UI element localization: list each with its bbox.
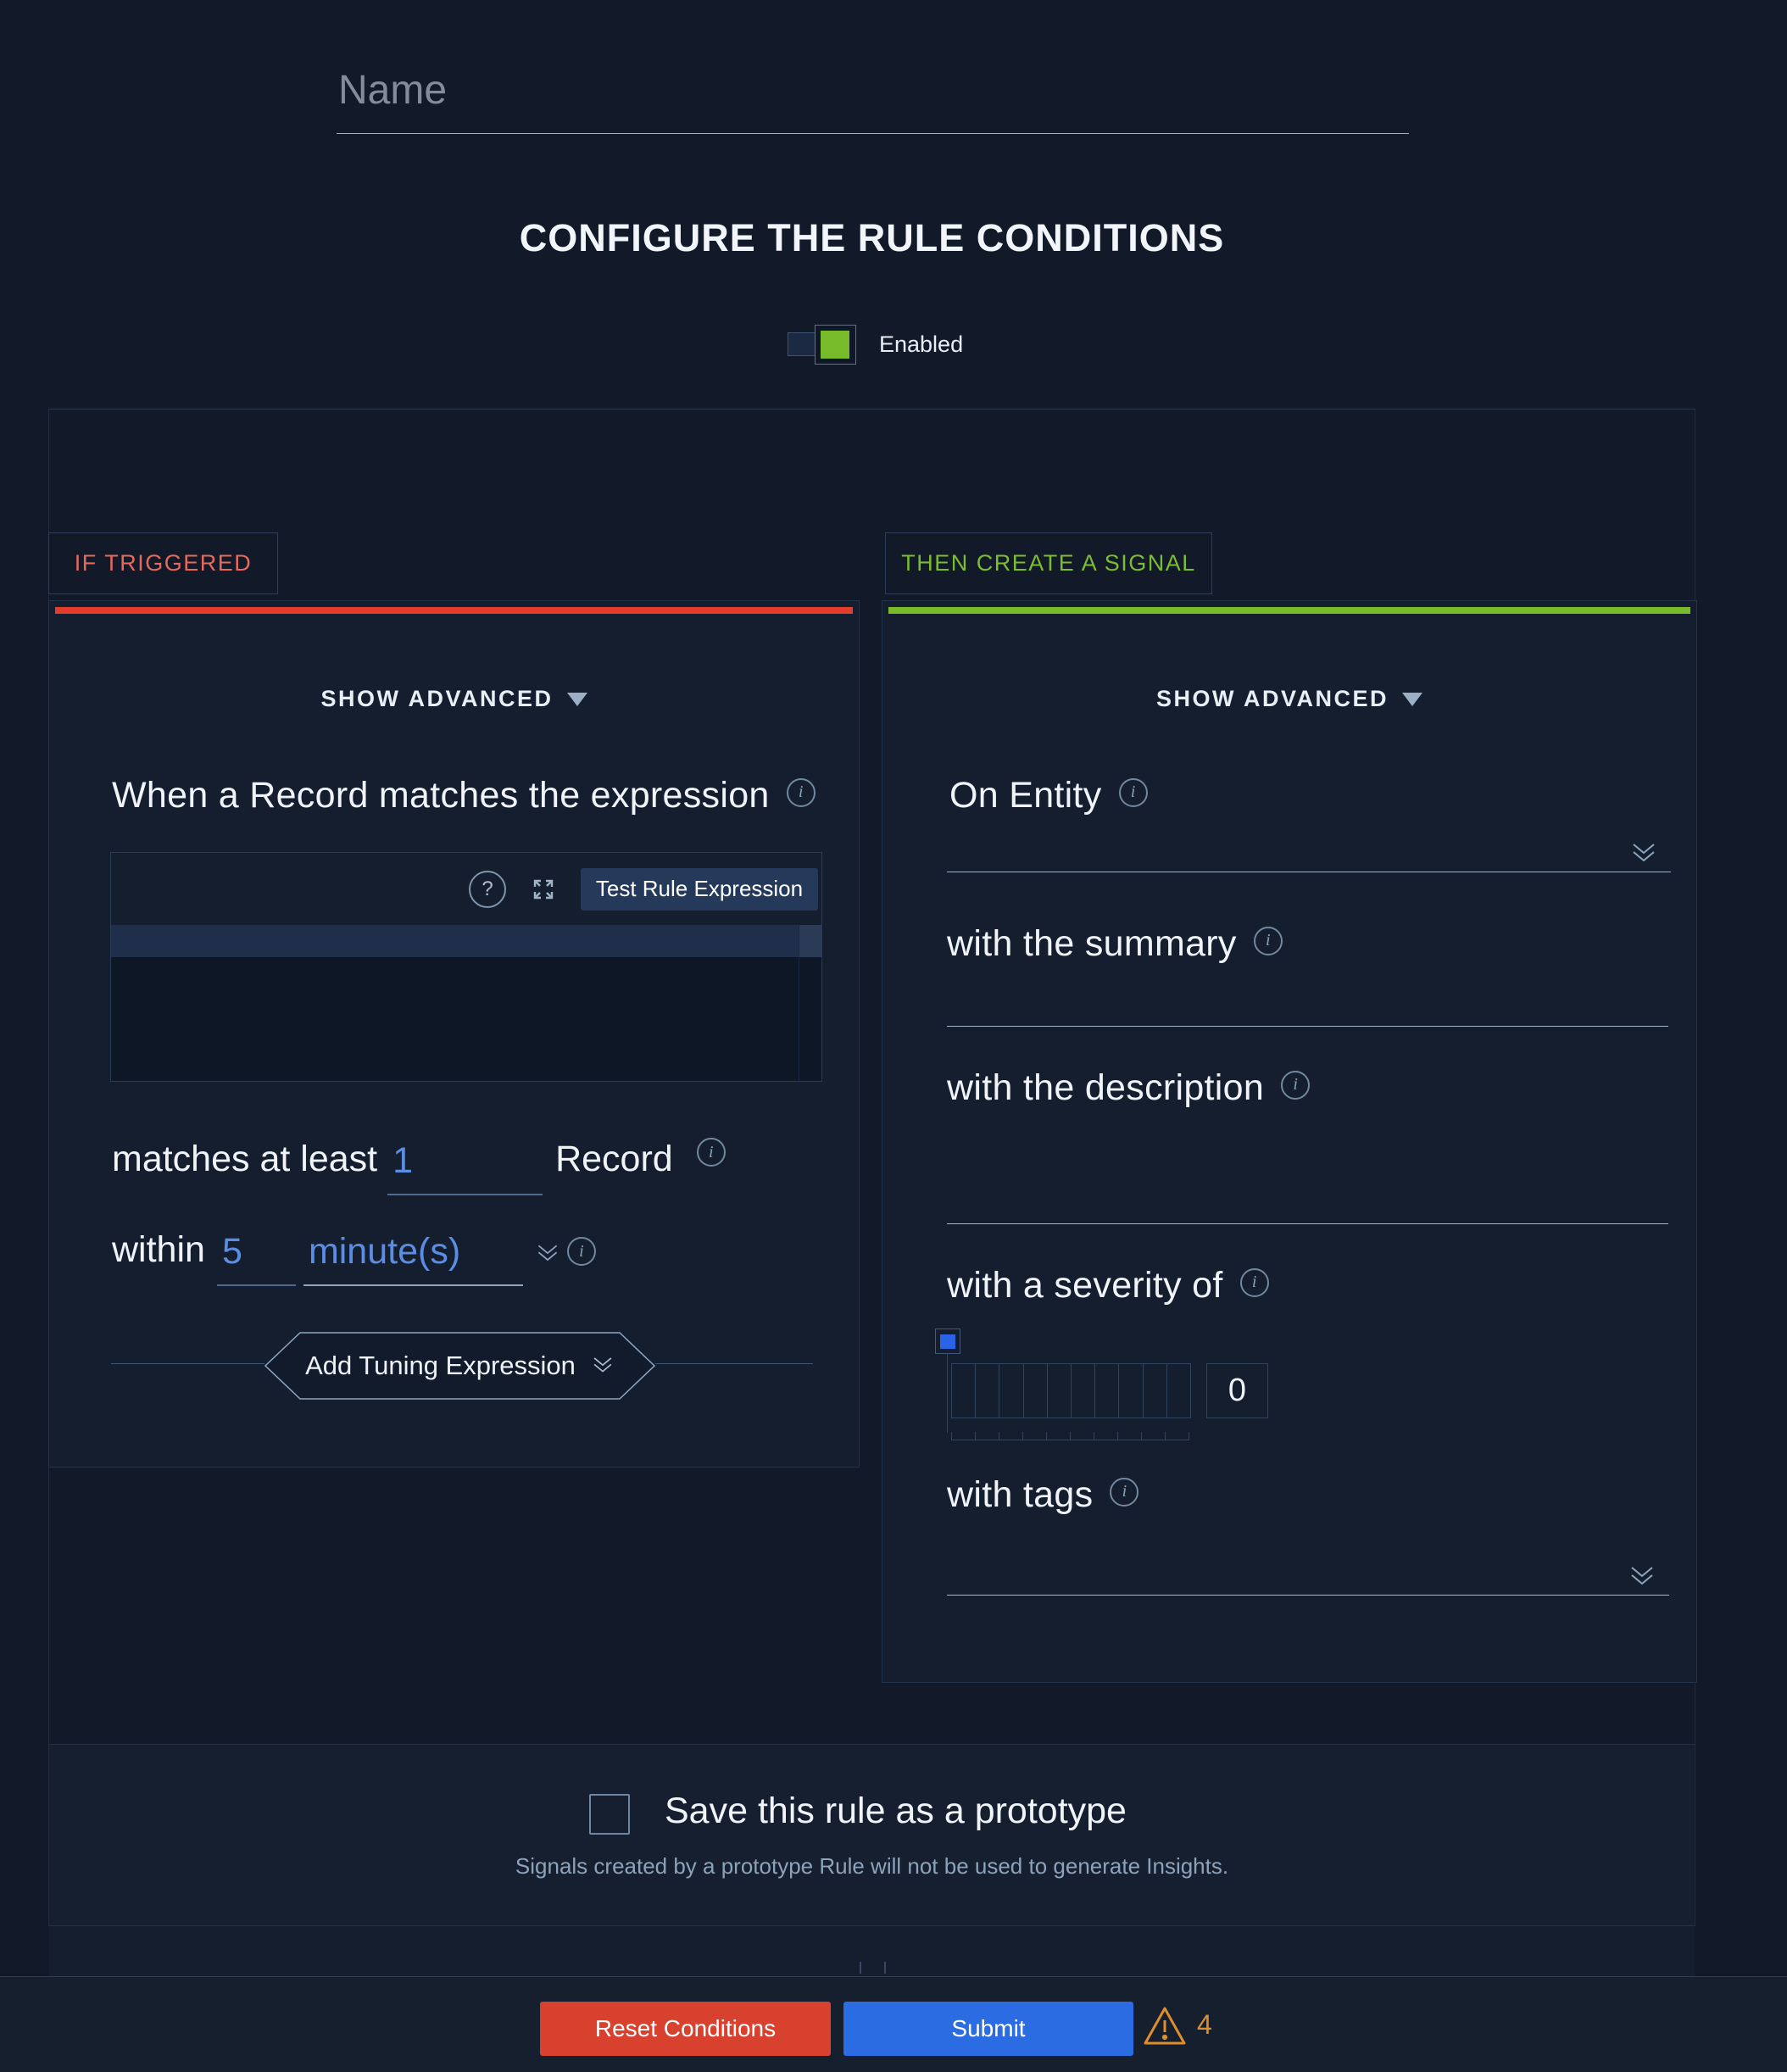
severity-slider-thumb bbox=[940, 1334, 955, 1349]
severity-ruler-tick bbox=[1022, 1432, 1046, 1440]
severity-value: 0 bbox=[1228, 1373, 1247, 1408]
add-tuning-expression-button[interactable] bbox=[264, 1332, 655, 1400]
severity-ruler-tick bbox=[1070, 1432, 1094, 1440]
chevron-down-icon bbox=[1402, 693, 1422, 706]
if-show-advanced-label: SHOW ADVANCED bbox=[320, 686, 554, 711]
description-label: with the description bbox=[947, 1067, 1265, 1108]
warning-icon[interactable] bbox=[1143, 2005, 1187, 2046]
tags-label: with tags bbox=[947, 1474, 1094, 1515]
help-icon[interactable]: ? bbox=[469, 871, 506, 908]
severity-scale-cell[interactable] bbox=[1144, 1364, 1167, 1418]
severity-value-box[interactable] bbox=[1206, 1363, 1268, 1418]
on-entity-select[interactable] bbox=[947, 817, 1671, 872]
within-value-input[interactable] bbox=[217, 1231, 296, 1286]
matches-row bbox=[112, 1138, 726, 1195]
summary-label: with the summary bbox=[947, 923, 1237, 964]
warning-count: 4 bbox=[1197, 2009, 1212, 2040]
tab-then-create-signal[interactable] bbox=[885, 532, 1212, 594]
info-icon[interactable]: i bbox=[1240, 1268, 1269, 1297]
drag-handle-icon bbox=[884, 1962, 886, 1974]
tuning-divider-right bbox=[655, 1363, 813, 1364]
on-entity-label: On Entity bbox=[949, 775, 1102, 816]
tags-select[interactable] bbox=[947, 1542, 1669, 1596]
if-show-advanced[interactable] bbox=[49, 686, 859, 712]
toggle-on-indicator bbox=[821, 331, 849, 359]
matches-entity-label: Record bbox=[555, 1139, 673, 1179]
toggle-label: Enabled bbox=[879, 331, 964, 357]
severity-ruler-tick bbox=[999, 1432, 1022, 1440]
severity-scale-cell[interactable] bbox=[999, 1364, 1023, 1418]
submit-button[interactable] bbox=[843, 2002, 1133, 2056]
match-count-input[interactable] bbox=[387, 1140, 543, 1195]
test-rule-expression-label: Test Rule Expression bbox=[595, 876, 804, 901]
editor-code-area[interactable] bbox=[111, 925, 821, 1081]
reset-conditions-label: Reset Conditions bbox=[594, 2015, 777, 2041]
severity-slider-handle[interactable] bbox=[935, 1328, 960, 1354]
description-label-row bbox=[947, 1067, 1310, 1109]
summary-label-row bbox=[947, 923, 1283, 965]
create-signal-panel bbox=[882, 600, 1697, 1683]
summary-input[interactable] bbox=[947, 974, 1668, 1027]
info-icon[interactable]: i bbox=[787, 778, 816, 807]
double-chevron-down-icon[interactable] bbox=[535, 1242, 560, 1266]
severity-label-row bbox=[947, 1265, 1269, 1306]
severity-ruler-tick bbox=[1165, 1432, 1189, 1440]
within-unit-select[interactable]: minute(s) bbox=[303, 1231, 523, 1286]
editor-toolbar bbox=[111, 853, 818, 925]
severity-slider-track-start bbox=[947, 1353, 948, 1433]
test-rule-expression-button[interactable] bbox=[581, 868, 818, 911]
footer-bar bbox=[0, 1976, 1787, 2072]
severity-scale-cell[interactable] bbox=[952, 1364, 976, 1418]
info-icon[interactable]: i bbox=[1119, 778, 1148, 807]
tab-if-triggered-label: IF TRIGGERED bbox=[74, 550, 253, 576]
expression-label-row bbox=[112, 775, 816, 816]
editor-selected-line bbox=[111, 925, 799, 957]
severity-ruler-tick bbox=[1141, 1432, 1165, 1440]
prototype-section bbox=[49, 1745, 1695, 1925]
tuning-divider-left bbox=[111, 1363, 264, 1364]
within-label: within bbox=[112, 1229, 205, 1270]
rule-expression-editor[interactable] bbox=[110, 852, 822, 1082]
severity-ruler-tick bbox=[1094, 1432, 1117, 1440]
signal-show-advanced-label: SHOW ADVANCED bbox=[1156, 686, 1389, 711]
toggle-knob[interactable] bbox=[815, 325, 856, 365]
tags-label-row bbox=[947, 1474, 1138, 1516]
drag-handle-icon bbox=[860, 1962, 861, 1974]
severity-scale-cell[interactable] bbox=[1024, 1364, 1048, 1418]
severity-scale-cell[interactable] bbox=[1048, 1364, 1072, 1418]
expand-icon[interactable] bbox=[528, 874, 559, 905]
double-chevron-down-icon bbox=[591, 1355, 615, 1377]
within-row bbox=[112, 1229, 596, 1286]
info-icon[interactable]: i bbox=[697, 1138, 726, 1167]
tab-if-triggered[interactable] bbox=[48, 532, 278, 594]
double-chevron-down-icon[interactable] bbox=[1628, 1564, 1656, 1590]
severity-scale-cell[interactable] bbox=[976, 1364, 999, 1418]
severity-scale-cell[interactable] bbox=[1095, 1364, 1119, 1418]
info-icon[interactable]: i bbox=[1281, 1071, 1310, 1100]
info-icon[interactable]: i bbox=[1254, 927, 1283, 955]
submit-label: Submit bbox=[951, 2015, 1026, 2041]
severity-scale-cell[interactable] bbox=[1119, 1364, 1143, 1418]
severity-ruler-tick bbox=[951, 1432, 975, 1440]
rule-name-input[interactable] bbox=[337, 47, 1409, 134]
info-icon[interactable]: i bbox=[567, 1237, 596, 1266]
signal-panel-accent-bar bbox=[888, 607, 1690, 614]
info-icon[interactable]: i bbox=[1110, 1478, 1138, 1507]
severity-label: with a severity of bbox=[947, 1265, 1223, 1306]
page-title: CONFIGURE THE RULE CONDITIONS bbox=[519, 216, 1225, 259]
severity-ruler-tick bbox=[1046, 1432, 1070, 1440]
resize-strip[interactable] bbox=[49, 1926, 1695, 1976]
if-panel-accent-bar bbox=[55, 607, 853, 614]
signal-show-advanced[interactable] bbox=[882, 686, 1696, 712]
chevron-down-icon bbox=[567, 693, 587, 706]
severity-ruler bbox=[951, 1432, 1189, 1440]
if-triggered-panel bbox=[48, 600, 860, 1468]
severity-scale-cell[interactable] bbox=[1167, 1364, 1190, 1418]
severity-scale[interactable] bbox=[951, 1363, 1191, 1418]
on-entity-label-row bbox=[949, 775, 1148, 816]
severity-ruler-tick bbox=[975, 1432, 999, 1440]
description-input[interactable] bbox=[947, 1152, 1668, 1224]
double-chevron-down-icon[interactable] bbox=[1629, 841, 1658, 866]
reset-conditions-button[interactable] bbox=[540, 2002, 831, 2056]
add-tuning-expression-label: Add Tuning Expression bbox=[305, 1351, 576, 1380]
prototype-checkbox[interactable] bbox=[589, 1794, 630, 1835]
severity-scale-cell[interactable] bbox=[1072, 1364, 1095, 1418]
severity-ruler-tick bbox=[1117, 1432, 1141, 1440]
prototype-label: Save this rule as a prototype bbox=[665, 1791, 1127, 1831]
matches-prefix-label: matches at least bbox=[112, 1139, 378, 1179]
prototype-hint: Signals created by a prototype Rule will not be used to generate Insights. bbox=[515, 1853, 1229, 1879]
tab-then-create-signal-label: THEN CREATE A SIGNAL bbox=[901, 550, 1196, 576]
expression-label: When a Record matches the expression bbox=[112, 775, 770, 816]
editor-scrollbar[interactable] bbox=[799, 925, 821, 957]
